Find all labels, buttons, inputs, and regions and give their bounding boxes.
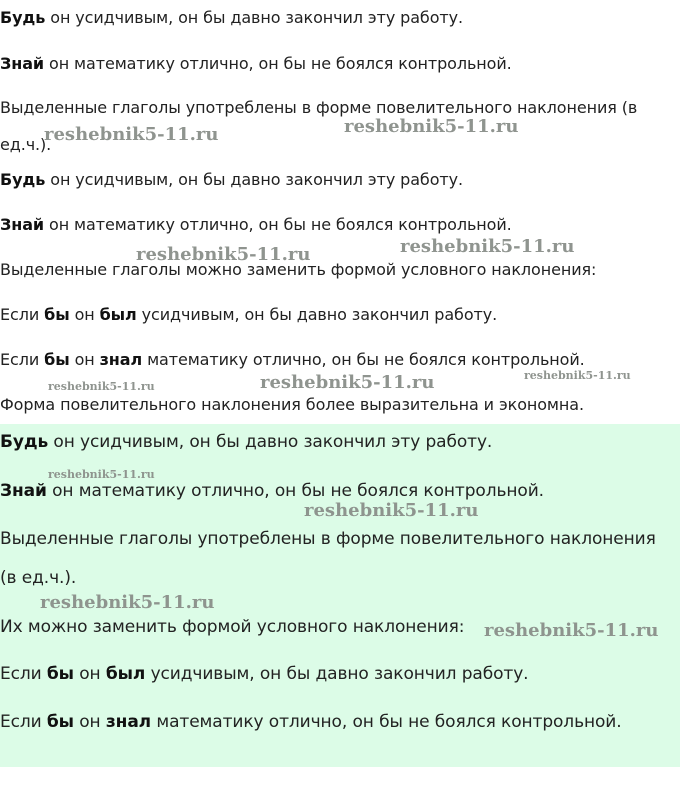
watermark: reshebnik5-11.ru	[48, 468, 155, 481]
bold-verb: Будь	[0, 8, 46, 27]
sentence-2	[0, 215, 512, 235]
text: он	[69, 350, 100, 369]
text: математику отлично, он бы не боялся контрольной.	[151, 712, 622, 732]
sentence-text: он усидчивым, он бы давно закончил эту работу.	[45, 8, 463, 27]
conclusion-line: Форма повелительного наклонения более выразительна и экономна.	[0, 395, 584, 414]
watermark: reshebnik5-11.ru	[44, 124, 219, 145]
conditional-sentence-1	[0, 305, 497, 325]
watermark: reshebnik5-11.ru	[524, 369, 631, 382]
text: он	[69, 305, 100, 324]
bold-verb: знал	[99, 350, 143, 369]
sentence-text: он математику отлично, он бы не боялся контрольной.	[44, 215, 512, 234]
sentence-1	[0, 8, 463, 28]
replacement-intro: Их можно заменить формой условного наклонения:	[0, 617, 465, 637]
bold-verb: Знай	[0, 54, 45, 73]
text: Если	[0, 712, 47, 732]
text: он	[73, 712, 106, 732]
bold-particle: бы	[46, 664, 74, 684]
sentence-text: он математику отлично, он бы не боялся контрольной.	[46, 481, 544, 501]
sentence-1	[0, 432, 492, 452]
cut-off-text-line	[0, 761, 480, 767]
watermark: reshebnik5-11.ru	[484, 620, 659, 641]
bold-verb: Знай	[0, 481, 47, 501]
sentence-text: он усидчивым, он бы давно закончил эту работу.	[45, 170, 463, 189]
watermark: reshebnik5-11.ru	[40, 592, 215, 613]
bold-particle: бы	[46, 712, 74, 732]
bold-verb: был	[99, 305, 137, 324]
text: усидчивым, он бы давно закончил работу.	[136, 305, 498, 324]
bold-verb: знал	[105, 712, 152, 732]
sentence-1	[0, 170, 463, 190]
bold-verb: Знай	[0, 215, 45, 234]
bold-verb: был	[105, 664, 146, 684]
conditional-sentence-2	[0, 350, 585, 370]
sentence-2	[0, 481, 544, 501]
watermark: reshebnik5-11.ru	[48, 380, 155, 393]
watermark: reshebnik5-11.ru	[400, 236, 575, 257]
text: Если	[0, 305, 45, 324]
watermark: reshebnik5-11.ru	[304, 500, 479, 521]
text: математику отлично, он бы не боялся контрольной.	[142, 350, 585, 369]
explanation-line-cont: ед.ч.).	[0, 135, 52, 154]
watermark: reshebnik5-11.ru	[344, 116, 519, 137]
sentence-text: он математику отлично, он бы не боялся контрольной.	[44, 54, 512, 73]
text: усидчивым, он бы давно закончил работу.	[145, 664, 529, 684]
text: он	[73, 664, 106, 684]
explanation-line: Выделенные глаголы можно заменить формой условного наклонения:	[0, 260, 597, 279]
sentence-2	[0, 54, 512, 74]
text: Если	[0, 350, 45, 369]
watermark: reshebnik5-11.ru	[260, 372, 435, 393]
conditional-sentence-1	[0, 664, 528, 684]
bold-particle: бы	[44, 350, 70, 369]
text: Если	[0, 664, 47, 684]
bold-verb: Будь	[0, 170, 46, 189]
explanation-line: Выделенные глаголы употреблены в форме повелительного наклонения	[0, 529, 656, 549]
explanation-line: Выделенные глаголы употреблены в форме повелительного наклонения (в	[0, 98, 638, 117]
conditional-sentence-2	[0, 712, 622, 732]
sentence-text: он усидчивым, он бы давно закончил эту работу.	[48, 432, 493, 452]
explanation-line-cont: (в ед.ч.).	[0, 568, 77, 588]
bold-particle: бы	[44, 305, 70, 324]
watermark: reshebnik5-11.ru	[136, 244, 311, 265]
bold-verb: Будь	[0, 432, 49, 452]
